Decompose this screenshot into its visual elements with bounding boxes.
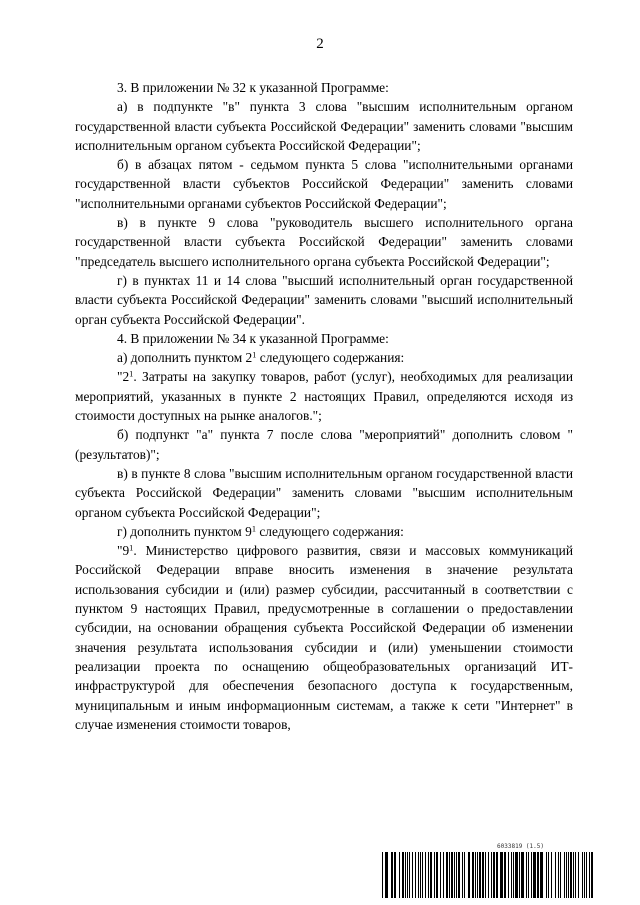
paragraph-subitem-v: в) в пункте 9 слова "руководитель высшего исполнительного органа государственной власти субъекта Российской Федерации" заменить словами "председатель высшего исполнительного органа субъекта Российской Федерации";	[75, 215, 573, 269]
barcode-image	[382, 852, 594, 898]
barcode-bar	[593, 852, 594, 898]
paragraph-subitem-b-2: б) подпункт "а" пункта 7 после слова "мероприятий" дополнить словом "(результатов)";	[75, 427, 573, 462]
paragraph-item-3: 3. В приложении № 32 к указанной Программе:	[117, 80, 389, 95]
text-run: "9	[117, 543, 130, 559]
text-run: г) дополнить пунктом 9	[117, 523, 252, 539]
paragraph-subitem-b: б) в абзацах пятом - седьмом пункта 5 слова "исполнительными органами государственной власти субъектов Российской Федерации" заменить словами "исполнительными органами субъектов Российской Федерации";	[75, 157, 573, 211]
text-run: а) дополнить пунктом 2	[117, 350, 253, 366]
superscript: 1	[129, 543, 134, 553]
superscript: 1	[251, 524, 256, 534]
text-run: "2	[117, 369, 130, 385]
paragraph-subitem-a: а) в подпункте "в" пункта 3 слова "высшим исполнительным органом государственной власти субъекта Российской Федерации" заменить словами "высшим исполнительным органом субъекта Российской Федерации";	[75, 99, 573, 153]
paragraph-quote-2-1	[75, 367, 573, 425]
paragraph-subitem-v-2: в) в пункте 8 слова "высшим исполнительным органом государственной власти субъекта Российской Федерации" заменить словами "высшим исполнительным органом субъекта Российской Федерации";	[75, 465, 573, 520]
document-body	[75, 78, 573, 734]
paragraph-quote-9-1	[75, 541, 573, 734]
page-number: 2	[316, 36, 324, 52]
superscript: 1	[129, 369, 134, 379]
superscript: 1	[252, 350, 257, 360]
paragraph-subitem-a-2	[75, 348, 573, 367]
text-run: . Министерство цифрового развития, связи и массовых коммуникаций Российской Федерации вправе вносить изменения в значение результата использования субсидии и (или) размер субсидии, рассчитанный в соответствии с пунктом 9 настоящих Правил, предусмотренные в соглашении о предоставлении субсидии, на основании обращения субъекта Российской Федерации об изменении значения результата использования субсидии и (или) уменьшении стоимости реализации проекта по оснащению общеобразовательных организаций ИТ-инфраструктурой для обеспечения безопасного доступа к государственным, муниципальным и иным информационным системам, а также к сети "Интернет" в случае изменения стоимости товаров,	[75, 543, 573, 732]
barcode-label: 6033819 (1.5)	[497, 843, 544, 850]
text-run: следующего содержания:	[256, 350, 405, 366]
paragraph-subitem-g-2	[75, 522, 573, 541]
paragraph-subitem-g: г) в пунктах 11 и 14 слова "высший исполнительный орган государственной власти субъекта Российской Федерации" заменить словами "высший исполнительный орган субъекта Российской Федерации".	[75, 272, 573, 327]
barcode-block	[382, 843, 594, 898]
text-run: следующего содержания:	[255, 523, 404, 539]
paragraph-item-4: 4. В приложении № 34 к указанной Программе:	[117, 330, 389, 346]
text-run: . Затраты на закупку товаров, работ (услуг), необходимых для реализации мероприятий, указанных в пункте 2 настоящих Правил, определяются исходя из стоимости доступных на рынке аналогов.";	[75, 369, 573, 424]
